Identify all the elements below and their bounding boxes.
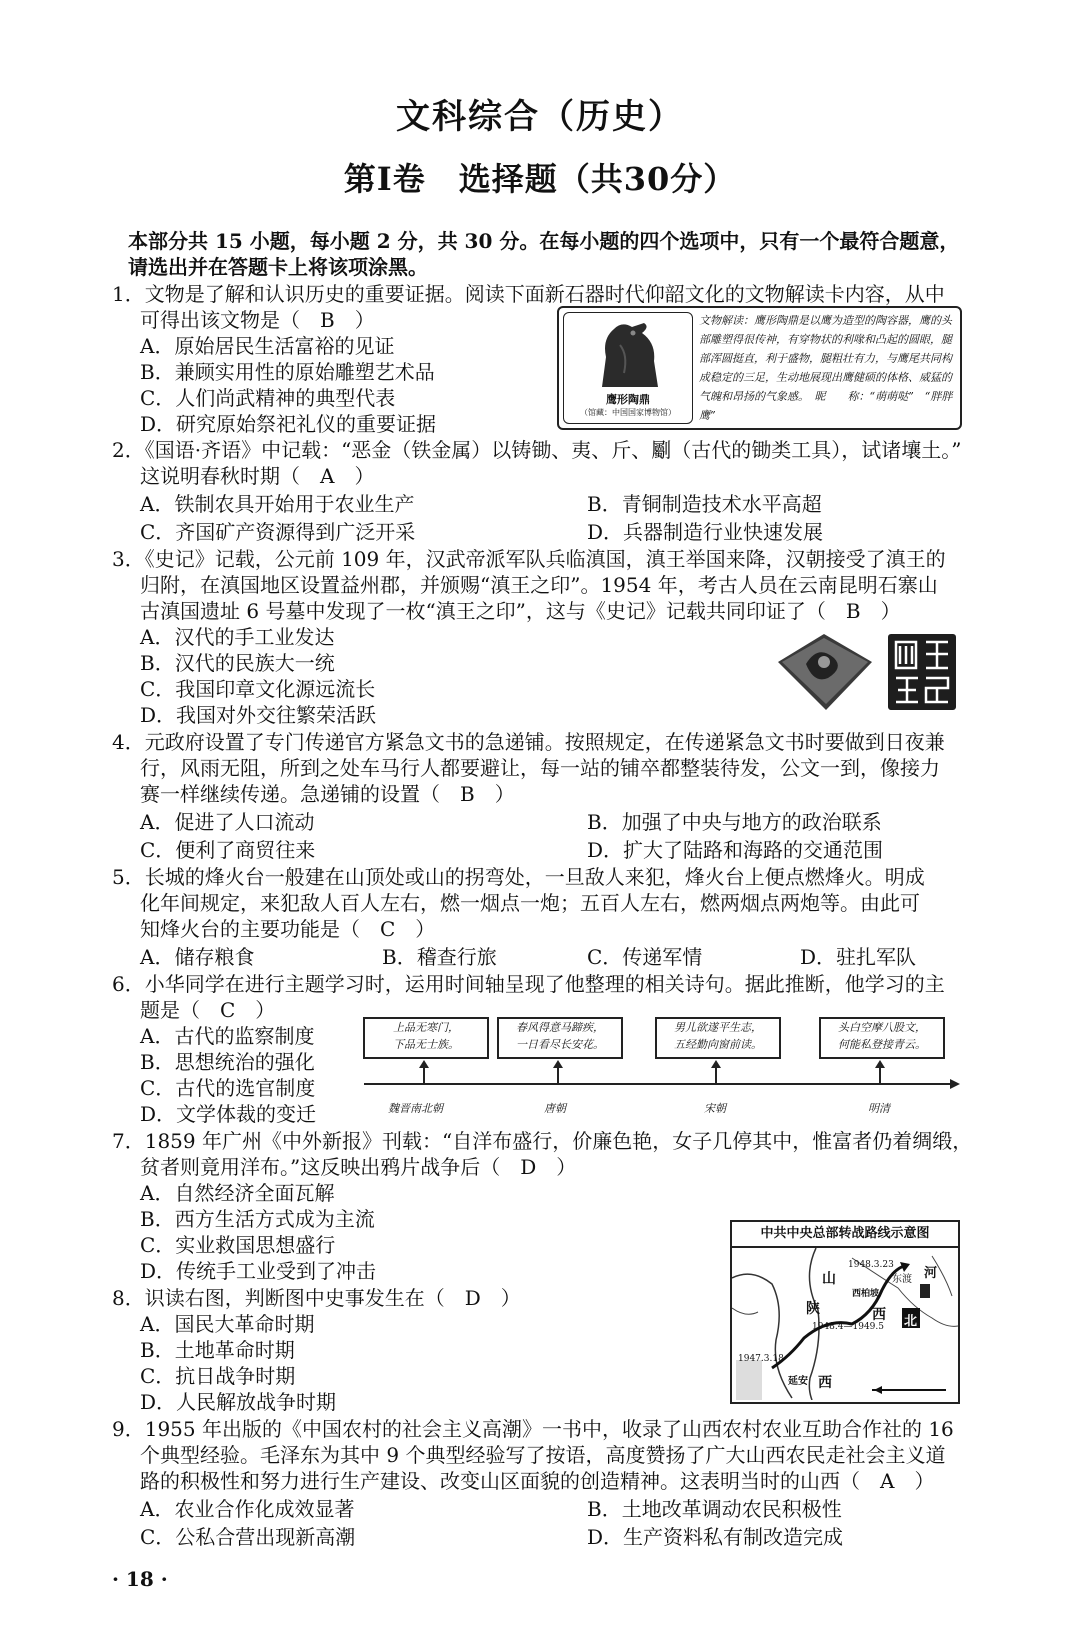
map-label-he: 河 bbox=[924, 1266, 938, 1281]
q9-stem-1: 9．1955 年出版的《中国农村的社会主义高潮》一书中，收录了山西农村农业互助合作社的 16 bbox=[112, 1417, 954, 1441]
q8-stem-1: 8．识读右图，判断图中史事发生在（ D ） bbox=[112, 1286, 521, 1310]
q9-option-c: C．公私合营出现新高潮 bbox=[140, 1525, 356, 1549]
map-label-shan: 山 bbox=[822, 1271, 836, 1287]
q5-option-d: D．驻扎军队 bbox=[800, 945, 917, 969]
seal-stamp-icon bbox=[886, 632, 958, 712]
section-title: 第I卷 选择题（共30分） bbox=[343, 160, 737, 198]
q2-option-c: C．齐国矿产资源得到广泛开采 bbox=[140, 520, 416, 544]
q8-option-b: B．土地革命时期 bbox=[140, 1338, 295, 1362]
q9-stem-3: 路的积极性和努力进行生产建设、改变山区面貌的创造精神。这表明当时的山西（ A ） bbox=[140, 1469, 935, 1493]
q7-stem-1: 7．1859 年广州《中外新报》刊载：“自洋布盛行，价廉色艳，女子几停其中，惟富者仍着绸缎， bbox=[112, 1129, 973, 1153]
q5-stem-3: 知烽火台的主要功能是（ C ） bbox=[140, 917, 436, 941]
q5-option-b: B．稽查行旅 bbox=[382, 945, 497, 969]
q7-option-d: D．传统手工业受到了冲击 bbox=[140, 1259, 377, 1283]
q3-option-a: A．汉代的手工业发达 bbox=[140, 625, 335, 649]
map-label-bei: 北 bbox=[904, 1314, 918, 1329]
q3-option-b: B．汉代的民族大一统 bbox=[140, 651, 335, 675]
q3-option-c: C．我国印章文化源远流长 bbox=[140, 677, 376, 701]
timeline-card-4-line-2: 何能私登接青云。 bbox=[838, 1038, 926, 1051]
artifact-interpretation: 文物解读：鹰形陶鼎是以鹰为造型的陶容器，鹰的头部雕塑得很传神，有穿物状的利喙和凸起的圆眼，腿部浑圆挺直，利于盛物，腿粗壮有力，与鹰尾共同构成稳定的三足，生动地展现出鹰健硕的体格、威猛的气魄和昂扬的气象感。 昵 称：“萌萌哒” “胖胖鹰” bbox=[699, 314, 953, 422]
q5-option-a: A．储存粮食 bbox=[140, 945, 255, 969]
map-label-date-1947-3-18: 1947.3.18 bbox=[738, 1354, 784, 1364]
artifact-source: （馆藏：中国国家博物馆） bbox=[580, 408, 676, 417]
q6-stem-2: 题是（ C ） bbox=[140, 998, 276, 1022]
q7-option-a: A．自然经济全面瓦解 bbox=[140, 1181, 335, 1205]
timeline-card-1 bbox=[363, 1017, 489, 1059]
route-map bbox=[730, 1220, 960, 1404]
q4-option-a: A．促进了人口流动 bbox=[140, 810, 315, 834]
q5-stem-2: 化年间规定，来犯敌人百人左右，燃一烟点一炮；五百人左右，燃两烟点两炮等。由此可 bbox=[140, 891, 920, 915]
page-number: · 18 · bbox=[112, 1567, 168, 1591]
q2-stem-2: 这说明春秋时期（ A ） bbox=[140, 464, 375, 488]
artifact-photo-frame bbox=[563, 312, 693, 424]
q2-stem-1: 2．《国语·齐语》中记载：“恶金（铁金属）以铸锄、夷、斤、劚（古代的锄类工具），试诸壤土。” bbox=[112, 438, 962, 462]
intro-line-2: 请选出并在答题卡上将该项涂黑。 bbox=[128, 255, 428, 279]
q6-option-c: C．古代的选官制度 bbox=[140, 1076, 316, 1100]
q1-option-a: A．原始居民生活富裕的见证 bbox=[140, 334, 395, 358]
timeline-period-3: 宋朝 bbox=[704, 1102, 726, 1115]
map-label-dongdu: 东渡 bbox=[892, 1274, 912, 1285]
map-label-yanan: 延安 bbox=[788, 1376, 808, 1387]
map-label-date-1948-3-23: 1948.3.23 bbox=[848, 1260, 894, 1270]
q3-stem-1: 3．《史记》记载，公元前 109 年，汉武帝派军队兵临滇国，滇王举国来降，汉朝接受了滇王的 bbox=[112, 547, 946, 571]
q3-stem-2: 归附，在滇国地区设置益州郡，并颁赐“滇王之印”。1954 年，考古人员在云南昆明石寨山 bbox=[140, 573, 938, 597]
q9-option-a: A．农业合作化成效显著 bbox=[140, 1497, 355, 1521]
q6-option-a: A．古代的监察制度 bbox=[140, 1024, 315, 1048]
timeline-card-2 bbox=[497, 1017, 623, 1059]
q8-option-c: C．抗日战争时期 bbox=[140, 1364, 296, 1388]
q4-option-c: C．便利了商贸往来 bbox=[140, 838, 316, 862]
q4-stem-2: 行，风雨无阻，所到之处车马行人都要避让，每一站的铺卒都整装待发，公文一到，像接力 bbox=[140, 756, 940, 780]
artifact-caption: 鹰形陶鼎 bbox=[606, 393, 650, 406]
map-label-date-range: 1948.4—1949.5 bbox=[812, 1322, 884, 1332]
q1-option-c: C．人们尚武精神的典型代表 bbox=[140, 386, 396, 410]
artifact-card bbox=[557, 306, 962, 430]
q1-stem-2: 可得出该文物是（ B ） bbox=[140, 308, 375, 332]
q5-stem-1: 5．长城的烽火台一般建在山顶处或山的拐弯处，一旦敌人来犯，烽火台上便点燃烽火。明成 bbox=[112, 865, 925, 889]
map-label-shaan: 陕 bbox=[806, 1301, 820, 1317]
timeline-period-2: 唐朝 bbox=[544, 1102, 566, 1115]
timeline-axis bbox=[362, 1058, 962, 1094]
q1-stem-1: 1．文物是了解和认识历史的重要证据。阅读下面新石器时代仰韶文化的文物解读卡内容，从中 bbox=[112, 282, 945, 306]
q2-option-d: D．兵器制造行业快速发展 bbox=[587, 520, 824, 544]
q6-option-b: B．思想统治的强化 bbox=[140, 1050, 315, 1074]
timeline-card-3-line-1: 男儿欲遂平生志， bbox=[674, 1021, 762, 1034]
q6-option-d: D．文学体裁的变迁 bbox=[140, 1102, 317, 1126]
timeline-card-4 bbox=[819, 1017, 945, 1059]
q4-stem-1: 4．元政府设置了专门传递官方紧急文书的急递铺。按照规定，在传递紧急文书时要做到日夜兼 bbox=[112, 730, 945, 754]
q3-option-d: D．我国对外交往繁荣活跃 bbox=[140, 703, 377, 727]
q1-option-b: B．兼顾实用性的原始雕塑艺术品 bbox=[140, 360, 435, 384]
q6-stem-1: 6．小华同学在进行主题学习时，运用时间轴呈现了他整理的相关诗句。据此推断，他学习的主 bbox=[112, 972, 945, 996]
timeline-card-2-line-1: 春风得意马蹄疾， bbox=[516, 1021, 604, 1034]
timeline-card-1-line-2: 下品无士族。 bbox=[393, 1038, 459, 1051]
q3-stem-3: 古滇国遗址 6 号墓中发现了一枚“滇王之印”，这与《史记》记载共同印证了（ B ） bbox=[140, 599, 901, 623]
q7-stem-2: 贫者则竟用洋布。”这反映出鸦片战争后（ D ） bbox=[140, 1155, 577, 1179]
q8-option-d: D．人民解放战争时期 bbox=[140, 1390, 337, 1414]
seal-photo-icon bbox=[768, 622, 880, 714]
map-label-xibaipo: 西柏坡 bbox=[852, 1289, 880, 1299]
intro-line-1: 本部分共 15 小题，每小题 2 分，共 30 分。在每小题的四个选项中，只有一个最符合题意， bbox=[128, 229, 960, 253]
timeline-period-1: 魏晋南北朝 bbox=[388, 1102, 443, 1115]
q4-option-d: D．扩大了陆路和海路的交通范围 bbox=[587, 838, 884, 862]
q9-option-b: B．土地改革调动农民积极性 bbox=[587, 1497, 842, 1521]
q2-option-a: A．铁制农具开始用于农业生产 bbox=[140, 492, 415, 516]
route-map-title: 中共中央总部转战路线示意图 bbox=[732, 1222, 958, 1248]
map-label-xi: 西 bbox=[872, 1307, 886, 1323]
q4-option-b: B．加强了中央与地方的政治联系 bbox=[587, 810, 882, 834]
q9-option-d: D．生产资料私有制改造完成 bbox=[587, 1525, 844, 1549]
q4-stem-3: 赛一样继续传递。急递铺的设置（ B ） bbox=[140, 782, 515, 806]
page-title: 文科综合（历史） bbox=[396, 97, 684, 137]
timeline-card-3 bbox=[655, 1017, 781, 1059]
q8-option-a: A．国民大革命时期 bbox=[140, 1312, 315, 1336]
timeline-card-3-line-2: 五经勤向窗前读。 bbox=[674, 1038, 762, 1051]
timeline-card-1-line-1: 上品无寒门， bbox=[393, 1021, 459, 1034]
q5-option-c: C．传递军情 bbox=[587, 945, 703, 969]
q7-option-c: C．实业救国思想盛行 bbox=[140, 1233, 336, 1257]
q2-option-b: B．青铜制造技术水平高超 bbox=[587, 492, 822, 516]
q7-option-b: B．西方生活方式成为主流 bbox=[140, 1207, 375, 1231]
q1-option-d: D．研究原始祭祀礼仪的重要证据 bbox=[140, 412, 437, 436]
timeline-card-2-line-2: 一日看尽长安花。 bbox=[516, 1038, 604, 1051]
map-label-xi-2: 西 bbox=[818, 1375, 832, 1391]
eagle-vessel-icon bbox=[584, 317, 672, 393]
timeline-card-4-line-1: 头白空摩八股文， bbox=[838, 1021, 926, 1034]
q9-stem-2: 个典型经验。毛泽东为其中 9 个典型经验写了按语，高度赞扬了广大山西农民走社会主义道 bbox=[140, 1443, 946, 1467]
timeline-period-4: 明清 bbox=[868, 1102, 890, 1115]
